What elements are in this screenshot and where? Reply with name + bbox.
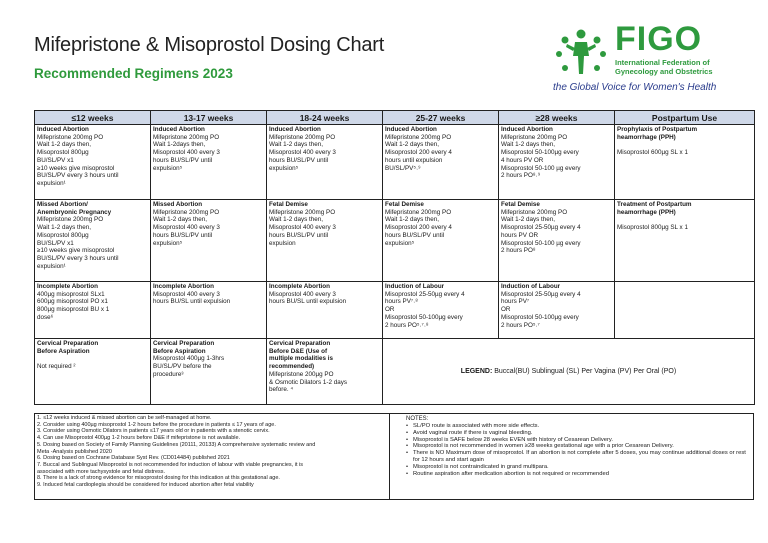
footnote: associated with more tachysystole and fetal distress.	[37, 468, 166, 475]
regimen-text: Mifepristone 200mg PO Wait 1-2 days then, Misoprostol 200 every 4 hours BU/SL/PV until expulsion⁵	[385, 208, 452, 247]
page-title: Mifepristone & Misoprostol Dosing Chart	[34, 34, 385, 56]
table-cell	[383, 125, 499, 200]
table-cell	[35, 339, 151, 405]
legend-text: Buccal(BU) Sublingual (SL) Per Vagina (PV) Per Oral (PO)	[492, 367, 677, 375]
regimen-title: Induced Abortion	[153, 126, 205, 133]
notes-panel	[390, 414, 753, 499]
table-cell	[35, 200, 151, 282]
table-cell	[151, 200, 267, 282]
regimen-title: Incomplete Abortion	[37, 283, 98, 290]
regimen-title: Missed Abortion/ Anembryonic Pregnancy	[37, 201, 112, 216]
regimen-text: Mifepristone 200mg PO Wait 1-2days then, Misoprostol 400 every 3 hours BU/SL/PV until expulsion⁵	[153, 133, 220, 172]
note-item: • Misoprostol is not contraindicated in grand multipara.	[406, 464, 749, 471]
figo-logo	[553, 20, 743, 100]
table-cell	[615, 282, 755, 339]
notes-list	[406, 423, 749, 477]
regimen-text: Mifepristone 200µg PO & Osmotic Dilators 1-2 days before. ⁴	[269, 370, 348, 394]
table-cell	[35, 125, 151, 200]
note-item: • Routine aspiration after medication abortion is not required or recommended	[406, 471, 749, 478]
regimen-title: Cervical Preparation Before Aspiration	[153, 340, 215, 355]
footnote: 5. Dosing based on Society of Family Planning Guidelines (20111, 20133) A comprehensive systematic review and	[37, 441, 316, 448]
column-header: 25-27 weeks	[383, 111, 499, 125]
figo-emblem-icon	[553, 26, 609, 78]
regimen-text: Misoprostol 400 every 3 hours BU/SL until expulsion	[153, 290, 231, 306]
column-header: 18-24 weeks	[267, 111, 383, 125]
note-item: • Avoid vaginal route if there is vaginal bleeding.	[406, 430, 749, 437]
regimen-title: Fetal Demise	[385, 201, 424, 208]
table-cell	[267, 200, 383, 282]
notes-title: NOTES:	[406, 416, 429, 422]
regimen-text: Mifepristone 200mg PO Wait 1-2 days then, Misoprostol 400 every 3 hours BU/SL/PV until expulsion⁵	[153, 208, 220, 247]
footnote: 4. Can use Misoprostol 400µg 1-2 hours before D&E if mifepristone is not available.	[37, 435, 241, 442]
table-cell	[35, 282, 151, 339]
note-item: • SL/PO route is associated with more side effects.	[406, 423, 749, 430]
regimen-text: Mifepristone 200mg PO Wait 1-2 days then, Misoprostol 200 every 4 hours until expulsion BU/SL/PV⁵˒⁹	[385, 133, 452, 172]
regimen-title: Fetal Demise	[501, 201, 540, 208]
regimen-text: Misoprostol 400 every 3 hours BU/SL until expulsion	[269, 290, 347, 306]
table-row	[35, 200, 755, 282]
table-cell	[267, 125, 383, 200]
table-cell	[383, 282, 499, 339]
regimen-title: Induction of Labour	[385, 283, 445, 290]
table-cell	[151, 125, 267, 200]
footnote: 1. ≤12 weeks induced & missed abortion can be self-managed at home.	[37, 415, 212, 421]
footnote: 7. Buccal and Sublingual Misoprostol is not recommended for induction of labour with viable pregnancies, it is	[37, 461, 303, 468]
regimen-title: Induction of Labour	[501, 283, 561, 290]
regimen-text: Mifepristone 200mg PO Wait 1-2 days then, Misoprostol 400 every 3 hours BU/SL/PV until expulsion⁵	[269, 133, 336, 172]
footnote: 9. Induced fetal cardioplegia should be considered for induced abortion after fetal viability	[37, 482, 254, 489]
regimen-text: Mifepristone 200mg PO Wait 1-2 days then, Misoprostol 800µg BU/SL/PV x1 ≥10 weeks give misoprostol BU/SL/PV every 3 hours until expulsion¹	[37, 133, 119, 187]
regimen-title: Prophylaxis of Postpartum heamorrhage (PPH)	[617, 126, 698, 141]
regimen-text: 400µg misoprostol SLx1 600µg misoprostol PO x1 800µg misoprostol BU x 1 dose⁶	[37, 290, 110, 321]
regimen-title: Fetal Demise	[269, 201, 308, 208]
table-cell	[151, 282, 267, 339]
note-item: • There is NO Maximum dose of misoprostol. If an abortion is not complete after 5 doses, you may continue additional doses or rest for 12 hours and start again	[406, 450, 749, 464]
footnotes-list	[35, 414, 390, 499]
regimen-text: Not required ²	[37, 363, 76, 371]
table-row	[35, 282, 755, 339]
footnotes-section	[34, 413, 754, 500]
note-item: • Misoprostol is not recommended in women ≥28 weeks gestational age with a prior Cesarean Delivery.	[406, 443, 749, 450]
regimen-text: Mifepristone 200mg PO Wait 1-2 days then, Misoprostol 25-50µg every 4 hours PV OR Misoprostol 50-100 µg every 2 hours PO⁸	[501, 208, 581, 255]
note-item: • Misoprostol is SAFE below 28 weeks EVEN with history of Cesarean Delivery.	[406, 437, 749, 444]
logo-org-name	[615, 58, 713, 76]
regimen-text: Mifepristone 200mg PO Wait 1-2 days then, Misoprostol 800µg BU/SL/PV x1 ≥10 weeks give misoprostol BU/SL/PV every 3 hours until expulsion¹	[37, 216, 119, 270]
regimen-title: Incomplete Abortion	[269, 283, 330, 290]
column-header: ≤12 weeks	[35, 111, 151, 125]
table-cell	[615, 200, 755, 282]
table-row	[35, 339, 755, 405]
regimen-title: Induced Abortion	[385, 126, 437, 133]
regimen-title: Induced Abortion	[269, 126, 321, 133]
footnote: 8. There is a lack of strong evidence for misoprostol dosing for this indication at this gestational age.	[37, 475, 280, 482]
regimen-title: Missed Abortion	[153, 201, 203, 208]
table-row	[35, 125, 755, 200]
regimen-text: Misoprostol 25-50µg every 4 hours PV⁷˒⁸ OR Misoprostol 50-100µg every 2 hours PO⁵˒⁷˒⁸	[385, 290, 465, 329]
regimen-text: Misoprostol 25-50µg every 4 hours PV⁷ OR Misoprostol 50-100µg every 2 hours PO⁵˒⁷	[501, 290, 581, 329]
regimen-title: Treatment of Postpartum heamorrhage (PPH)	[617, 201, 692, 216]
regimen-title: Incomplete Abortion	[153, 283, 214, 290]
dosing-table	[34, 110, 755, 405]
regimen-title: Induced Abortion	[37, 126, 89, 133]
logo-org-line-2: Gynecology and Obstetrics	[615, 67, 713, 76]
table-cell	[499, 282, 615, 339]
footnote: 6. Dosing based on Cochrane Database Syst Rev. (CD014484) published 2021	[37, 455, 230, 462]
table-cell	[267, 339, 383, 405]
column-header: Postpartum Use	[615, 111, 755, 125]
column-header: ≥28 weeks	[499, 111, 615, 125]
footnote: 3. Consider using Osmotic Dilators in patients ≤17 years old or in patients with a stenotic cervix.	[37, 428, 270, 435]
logo-tagline: the Global Voice for Women's Health	[553, 82, 717, 93]
page-subtitle: Recommended Regimens 2023	[34, 66, 233, 81]
legend-label: LEGEND:	[460, 367, 493, 375]
regimen-text: Misoprostol 800µg SL x 1	[617, 224, 688, 232]
regimen-title: Cervical Preparation Before Aspiration	[37, 340, 99, 355]
footnote: Meta -Analysis published 2020	[37, 448, 112, 455]
table-cell	[499, 125, 615, 200]
regimen-text: Misoprostol 400µg 1-3hrs BU/SL/PV before the procedure³	[153, 355, 225, 378]
table-cell	[499, 200, 615, 282]
regimen-text: Misoprostol 600µg SL x 1	[617, 149, 688, 157]
regimen-title: Induced Abortion	[501, 126, 553, 133]
table-cell	[151, 339, 267, 405]
legend-cell	[383, 339, 755, 405]
table-cell	[383, 200, 499, 282]
logo-org-line-1: International Federation of	[615, 58, 710, 67]
regimen-text: Mifepristone 200mg PO Wait 1-2 days then, Misoprostol 50-100µg every 4 hours PV OR Misoprostol 50-100 µg every 2 hours PO⁸˒⁹	[501, 133, 581, 180]
footnote: 2. Consider using 400µg misoprostol 1-2 hours before the procedure in patients ≤ 17 years of age.	[37, 421, 276, 428]
table-cell	[615, 125, 755, 200]
table-cell	[267, 282, 383, 339]
logo-wordmark: FIGO	[615, 20, 703, 58]
regimen-text: Mifepristone 200mg PO Wait 1-2 days then, Misoprostol 400 every 3 hours BU/SL/PV until expulsion	[269, 208, 336, 247]
column-header: 13-17 weeks	[151, 111, 267, 125]
regimen-title: Cervical Preparation Before D&E (Use of multiple modalities is recommended)	[269, 340, 334, 371]
table-header-row	[35, 111, 755, 125]
